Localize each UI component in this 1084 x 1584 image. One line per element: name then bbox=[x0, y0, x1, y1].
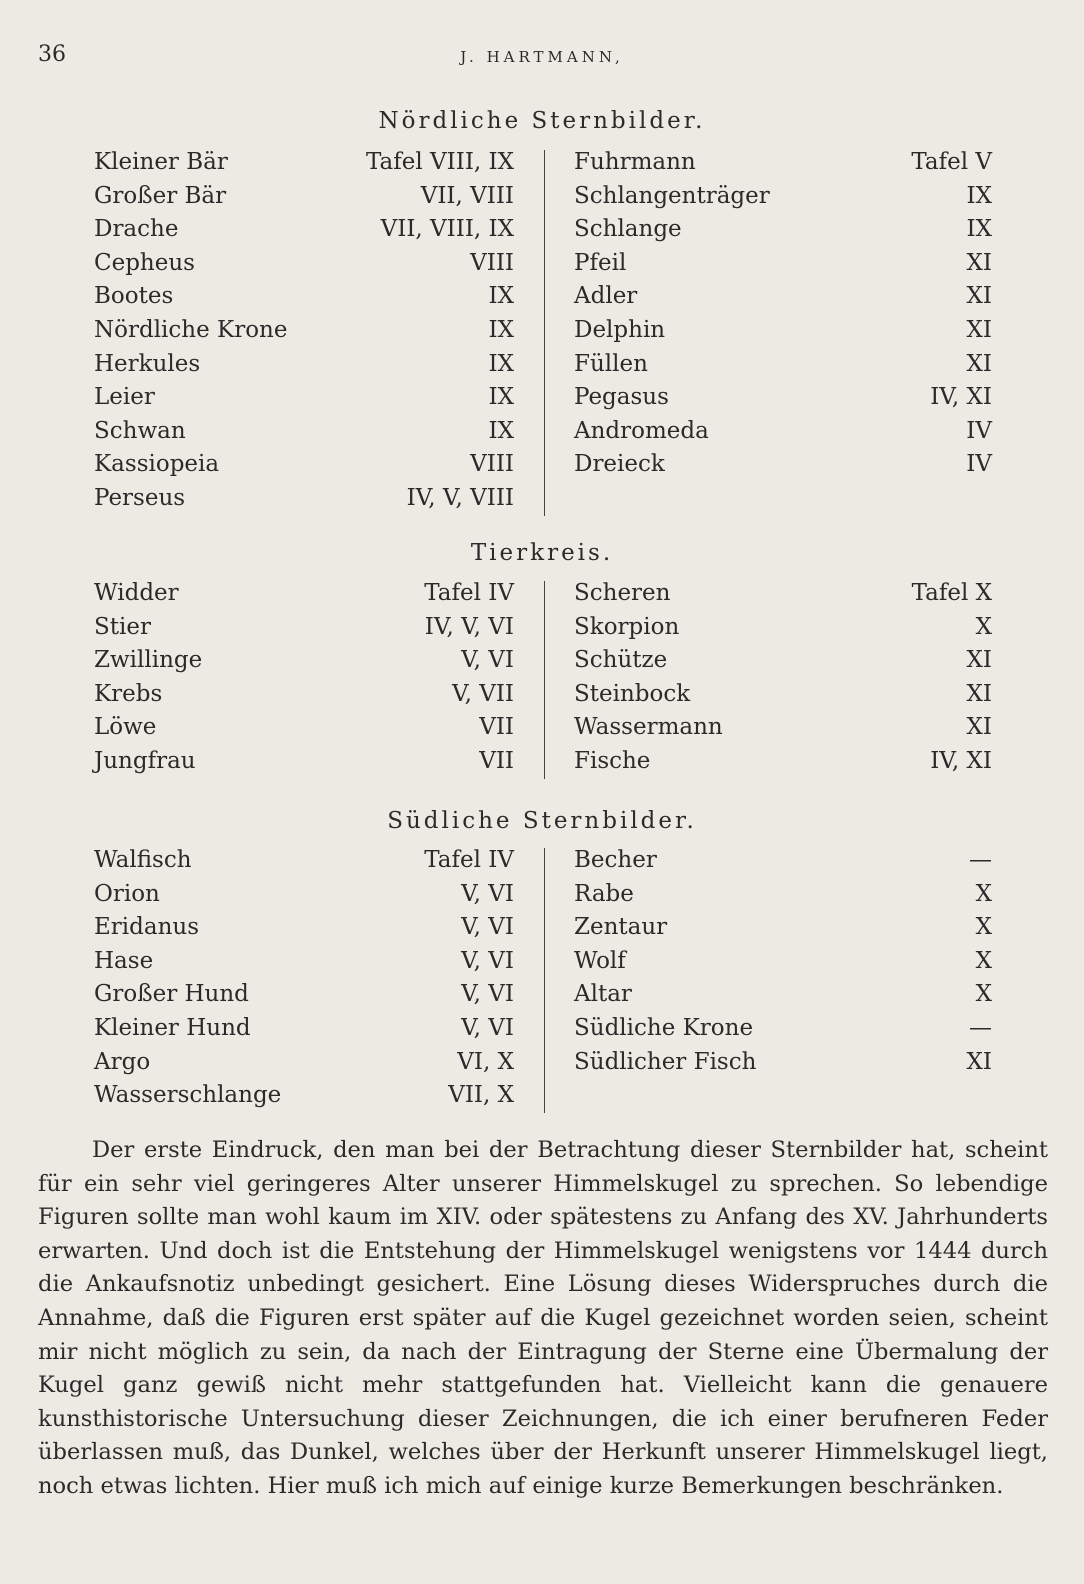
plate-reference: Tafel VIII, IX bbox=[365, 149, 514, 175]
table-row bbox=[0, 1012, 1084, 1046]
running-head: J. HARTMANN, bbox=[460, 48, 624, 66]
constellation-name: Herkules bbox=[94, 350, 201, 377]
section-title-zodiac: Tierkreis. bbox=[470, 540, 614, 566]
constellation-name: Krebs bbox=[94, 680, 163, 707]
plate-reference: X bbox=[975, 914, 992, 941]
constellation-name: Scheren bbox=[574, 580, 671, 606]
plate-reference: XI bbox=[966, 316, 992, 343]
plate-reference: Tafel IV bbox=[424, 580, 514, 606]
section-title-southern: Südliche Sternbilder. bbox=[387, 808, 697, 834]
table-row bbox=[0, 611, 1084, 645]
plate-reference: VII, X bbox=[448, 1082, 514, 1109]
plate-reference: Tafel V bbox=[911, 149, 992, 175]
plate-reference: V, VI bbox=[461, 1014, 514, 1041]
constellation-name: Altar bbox=[574, 981, 632, 1008]
constellation-name: Widder bbox=[94, 580, 179, 606]
table-row bbox=[0, 381, 1084, 415]
plate-reference: V, VII bbox=[452, 680, 514, 707]
plate-reference: IX bbox=[488, 350, 514, 377]
plate-reference: IX bbox=[966, 182, 992, 209]
plate-reference: IV, XI bbox=[930, 747, 992, 774]
constellation-name: Cepheus bbox=[94, 249, 195, 276]
constellation-name: Steinbock bbox=[574, 680, 691, 707]
constellation-name: Kleiner Hund bbox=[94, 1014, 251, 1041]
plate-reference: VI, X bbox=[457, 1048, 514, 1075]
table-row bbox=[0, 577, 1084, 611]
body-paragraph: Der erste Eindruck, den man bei der Betrachtung dieser Sternbilder hat, scheint für ein sehr viel geringeres Alter unserer Himmelskugel zu sprechen. So lebendige Figuren sollte man wohl kaum im XIV. oder spätestens zu Anfang des XV. Jahrhunderts erwarten. Und doch ist die Entstehung der Himmelskugel wenigstens vor 1444 durch die Ankaufsnotiz unbedingt gesichert. Eine Lösung dieses Widerspruches durch die Annahme, daß die Figuren erst später auf die Kugel gezeichnet worden seien, scheint mir nicht möglich zu sein, da nach der Eintragung der Sterne eine Übermalung der Kugel ganz gewiß nicht mehr stattgefunden hat. Vielleicht kann die genauere kunsthistorische Untersuchung dieser Zeichnungen, die ich einer berufneren Feder überlassen muß, das Dunkel, welches über der Herkunft unserer Himmelskugel liegt, noch etwas lichten. Hier muß ich mich auf einige kurze Bemerkungen beschränken. bbox=[38, 1137, 1048, 1499]
table-row bbox=[0, 314, 1084, 348]
constellation-name: Fuhrmann bbox=[574, 149, 696, 175]
plate-reference: Tafel IV bbox=[424, 847, 514, 873]
constellation-name: Zentaur bbox=[574, 914, 668, 941]
table-row bbox=[0, 146, 1084, 180]
plate-reference: VIII bbox=[470, 249, 514, 276]
plate-reference: Tafel X bbox=[911, 580, 992, 606]
plate-reference: X bbox=[975, 981, 992, 1008]
table-northern bbox=[0, 146, 1084, 516]
constellation-name: Pegasus bbox=[574, 384, 669, 411]
plate-reference: XI bbox=[966, 283, 992, 310]
page-number: 36 bbox=[38, 42, 66, 67]
constellation-name: Perseus bbox=[94, 484, 186, 511]
table-row bbox=[0, 844, 1084, 878]
constellation-name: Rabe bbox=[574, 880, 634, 907]
table-row bbox=[0, 348, 1084, 382]
constellation-name: Leier bbox=[94, 384, 155, 411]
constellation-name: Becher bbox=[574, 847, 657, 873]
table-row bbox=[0, 482, 1084, 516]
constellation-name: Walfisch bbox=[94, 847, 192, 873]
table-row bbox=[0, 213, 1084, 247]
constellation-name: Zwillinge bbox=[94, 647, 203, 674]
table-row bbox=[0, 415, 1084, 449]
column-divider bbox=[544, 848, 545, 1113]
constellation-name: Pfeil bbox=[574, 249, 627, 276]
constellation-name: Löwe bbox=[94, 714, 157, 741]
column-divider bbox=[544, 150, 545, 516]
page-header bbox=[0, 42, 1084, 72]
table-row bbox=[0, 280, 1084, 314]
constellation-name: Hase bbox=[94, 947, 154, 974]
constellation-name: Großer Bär bbox=[94, 182, 227, 209]
table-row bbox=[0, 878, 1084, 912]
plate-reference: — bbox=[969, 1014, 992, 1041]
constellation-name: Südliche Krone bbox=[574, 1014, 754, 1041]
constellation-name: Schütze bbox=[574, 647, 668, 674]
constellation-name: Schlangenträger bbox=[574, 182, 770, 209]
constellation-name: Schlange bbox=[574, 216, 682, 243]
table-row bbox=[0, 945, 1084, 979]
plate-reference: XI bbox=[966, 1048, 992, 1075]
plate-reference: IX bbox=[966, 216, 992, 243]
constellation-name: Eridanus bbox=[94, 914, 200, 941]
plate-reference: VII bbox=[479, 747, 514, 774]
constellation-name: Argo bbox=[94, 1048, 151, 1075]
constellation-name: Adler bbox=[574, 283, 638, 310]
constellation-name: Drache bbox=[94, 216, 179, 243]
table-row bbox=[0, 247, 1084, 281]
plate-reference: IX bbox=[488, 417, 514, 444]
table-row bbox=[0, 448, 1084, 482]
plate-reference: XI bbox=[966, 350, 992, 377]
constellation-name: Fische bbox=[574, 747, 651, 774]
table-row bbox=[0, 180, 1084, 214]
plate-reference: VII, VIII, IX bbox=[380, 216, 514, 243]
constellation-name: Andromeda bbox=[574, 417, 709, 444]
constellation-name: Füllen bbox=[574, 350, 648, 377]
plate-reference: IV, V, VI bbox=[424, 613, 514, 640]
section-title-northern: Nördliche Sternbilder. bbox=[378, 108, 706, 134]
plate-reference: VII bbox=[479, 714, 514, 741]
table-row bbox=[0, 911, 1084, 945]
plate-reference: V, VI bbox=[461, 914, 514, 941]
table-row bbox=[0, 644, 1084, 678]
plate-reference: VIII bbox=[470, 451, 514, 478]
constellation-name: Südlicher Fisch bbox=[574, 1048, 757, 1075]
plate-reference: IV, V, VIII bbox=[406, 484, 514, 511]
constellation-name: Delphin bbox=[574, 316, 666, 343]
constellation-name: Großer Hund bbox=[94, 981, 249, 1008]
plate-reference: XI bbox=[966, 249, 992, 276]
plate-reference: V, VI bbox=[461, 880, 514, 907]
plate-reference: XI bbox=[966, 680, 992, 707]
plate-reference: — bbox=[969, 847, 992, 873]
constellation-name: Dreieck bbox=[574, 451, 665, 478]
plate-reference: V, VI bbox=[461, 981, 514, 1008]
plate-reference: IV bbox=[966, 451, 992, 478]
plate-reference: XI bbox=[966, 714, 992, 741]
plate-reference: VII, VIII bbox=[420, 182, 514, 209]
constellation-name: Kleiner Bär bbox=[94, 149, 228, 175]
table-row bbox=[0, 745, 1084, 779]
plate-reference: IX bbox=[488, 316, 514, 343]
column-divider bbox=[544, 581, 545, 779]
constellation-name: Wolf bbox=[574, 947, 626, 974]
plate-reference: V, VI bbox=[461, 947, 514, 974]
constellation-name: Wasserschlange bbox=[94, 1082, 282, 1109]
table-southern bbox=[0, 844, 1084, 1113]
plate-reference: XI bbox=[966, 647, 992, 674]
table-row bbox=[0, 1046, 1084, 1080]
plate-reference: IV, XI bbox=[930, 384, 992, 411]
plate-reference: X bbox=[975, 947, 992, 974]
table-row bbox=[0, 1079, 1084, 1113]
constellation-name: Orion bbox=[94, 880, 160, 907]
constellation-name: Stier bbox=[94, 613, 151, 640]
plate-reference: V, VI bbox=[461, 647, 514, 674]
constellation-name: Jungfrau bbox=[94, 747, 196, 774]
plate-reference: X bbox=[975, 613, 992, 640]
table-zodiac bbox=[0, 577, 1084, 779]
table-row bbox=[0, 711, 1084, 745]
plate-reference: IX bbox=[488, 283, 514, 310]
plate-reference: X bbox=[975, 880, 992, 907]
plate-reference: IV bbox=[966, 417, 992, 444]
constellation-name: Wassermann bbox=[574, 714, 723, 741]
constellation-name: Schwan bbox=[94, 417, 186, 444]
constellation-name: Nördliche Krone bbox=[94, 316, 288, 343]
constellation-name: Kassiopeia bbox=[94, 451, 220, 478]
table-row bbox=[0, 678, 1084, 712]
constellation-name: Skorpion bbox=[574, 613, 680, 640]
constellation-name: Bootes bbox=[94, 283, 174, 310]
table-row bbox=[0, 978, 1084, 1012]
plate-reference: IX bbox=[488, 384, 514, 411]
